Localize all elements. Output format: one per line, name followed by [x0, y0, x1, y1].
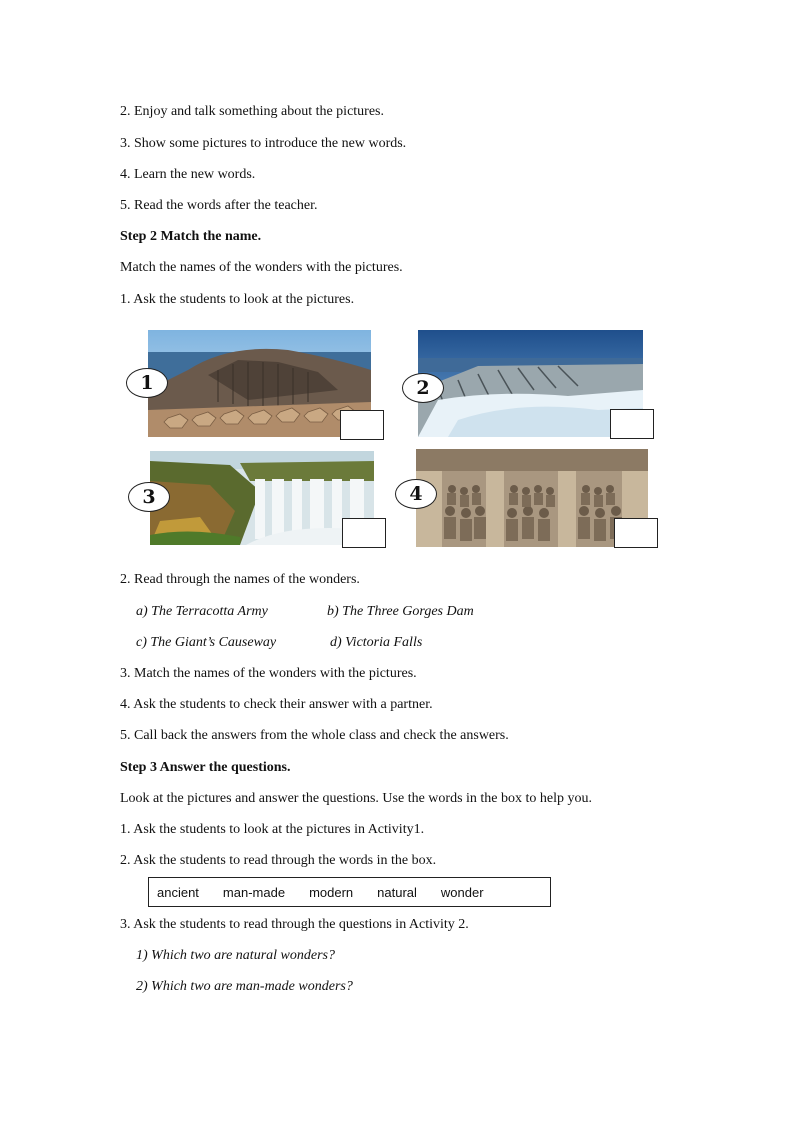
answer-box-2[interactable] [610, 409, 654, 439]
text-line: 4. Ask the students to check their answer with a partner. [120, 697, 433, 712]
text-line: Match the names of the wonders with the pictures. [120, 260, 403, 275]
text-line: 4. Learn the new words. [120, 167, 256, 182]
giants-causeway-photo [148, 330, 371, 437]
word-box-item: modern [309, 884, 354, 900]
word-box [148, 877, 551, 907]
victoria-falls-photo [150, 451, 374, 545]
picture-number-3: 3 [128, 482, 170, 512]
step-2-heading: Step 2 Match the name. [120, 229, 262, 244]
answer-box-1[interactable] [340, 410, 384, 440]
option-b: b) The Three Gorges Dam [327, 604, 474, 619]
option-d: d) Victoria Falls [330, 635, 423, 650]
word-box-item: natural [377, 884, 417, 900]
option-a: a) The Terracotta Army [136, 604, 268, 619]
text-line: 5. Read the words after the teacher. [120, 198, 318, 213]
answer-box-3[interactable] [342, 518, 386, 548]
text-line: 2. Read through the names of the wonders. [120, 572, 360, 587]
text-line: 3. Ask the students to read through the questions in Activity 2. [120, 917, 469, 932]
answer-box-4[interactable] [614, 518, 658, 548]
text-line: Look at the pictures and answer the questions. Use the words in the box to help you. [120, 791, 593, 806]
text-line: 1. Ask the students to look at the pictures. [120, 292, 355, 307]
step-3-heading: Step 3 Answer the questions. [120, 760, 291, 775]
text-line: 2. Enjoy and talk something about the pictures. [120, 104, 385, 119]
question-2: 2) Which two are man-made wonders? [136, 979, 353, 994]
text-line: 3. Show some pictures to introduce the new words. [120, 136, 407, 151]
picture-number-2: 2 [402, 373, 444, 403]
text-line: 1. Ask the students to look at the pictures in Activity1. [120, 822, 425, 837]
picture-number-1: 1 [126, 368, 168, 398]
word-box-item: wonder [440, 884, 484, 900]
picture-number-4: 4 [395, 479, 437, 509]
option-c: c) The Giant’s Causeway [136, 635, 277, 650]
word-box-item: ancient [157, 884, 199, 900]
text-line: 2. Ask the students to read through the words in the box. [120, 853, 437, 868]
question-1: 1) Which two are natural wonders? [136, 948, 335, 963]
word-box-item: man-made [222, 884, 286, 900]
text-line: 3. Match the names of the wonders with the pictures. [120, 666, 417, 681]
text-line: 5. Call back the answers from the whole class and check the answers. [120, 728, 509, 743]
